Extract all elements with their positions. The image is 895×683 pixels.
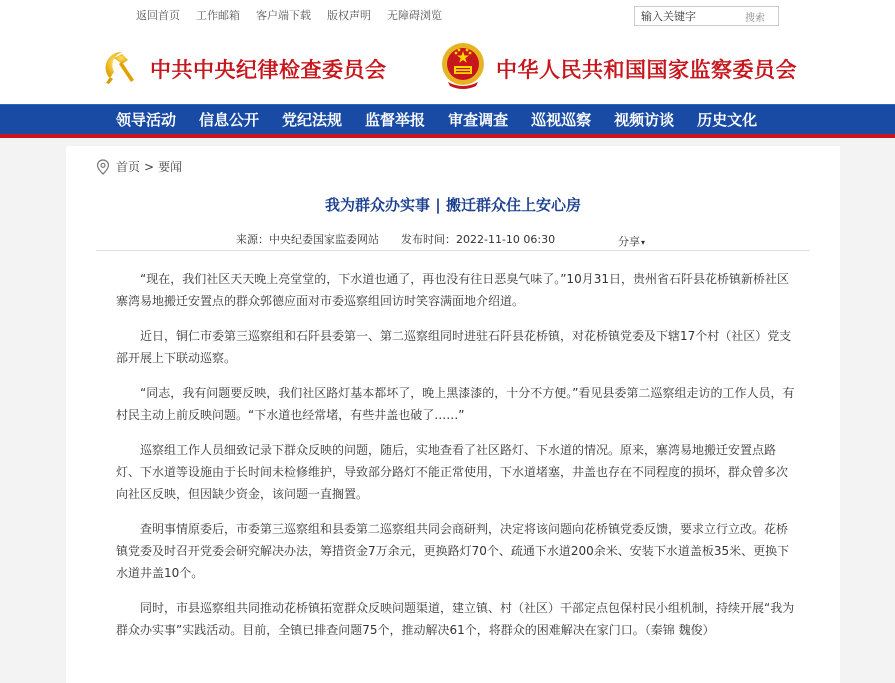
top-utility-bar <box>0 0 895 30</box>
search-box <box>634 6 779 26</box>
meta-divider <box>96 250 810 251</box>
cpc-ccdi-title: 中共中央纪律检查委员会 <box>150 57 387 82</box>
article-title: 我为群众办实事 | 搬迁群众住上安心房 <box>325 196 581 214</box>
nav-item-history[interactable]: 历史文化 <box>697 111 758 129</box>
caret-down-icon: ▾ <box>641 237 646 247</box>
article-paragraph: 近日，铜仁市委第三巡察组和石阡县委第一、第二巡察组同时进驻石阡县花桥镇，对花桥镇党委及下辖17个村（社区）党支部开展上下联动巡察。 <box>116 329 792 365</box>
link-client-download[interactable]: 客户端下载 <box>256 9 311 22</box>
share-label: 分享 <box>618 235 640 248</box>
link-copyright[interactable]: 版权声明 <box>327 9 371 22</box>
link-work-email[interactable]: 工作邮箱 <box>196 9 240 22</box>
article-time: 发布时间：2022-11-10 06:30 <box>401 233 556 246</box>
nsc-title: 中华人民共和国国家监察委员会 <box>496 57 797 82</box>
location-pin-icon <box>96 159 110 175</box>
breadcrumb-separator: > <box>144 159 155 174</box>
nav-item-inspection[interactable]: 巡视巡察 <box>531 111 592 129</box>
nav-item-video[interactable]: 视频访谈 <box>614 111 675 129</box>
party-emblem-icon[interactable] <box>100 46 140 86</box>
site-header <box>0 30 895 104</box>
article-paragraph: “同志，我有问题要反映，我们社区路灯基本都坏了，晚上黑漆漆的，十分不方便。”看见县委第二巡察组走访的工作人员，有村民主动上前反映问题。“下水道也经常堵，有些井盖也破了……” <box>116 386 795 422</box>
link-accessibility[interactable]: 无障碍浏览 <box>387 9 442 22</box>
article-source: 来源：中央纪委国家监委网站 <box>236 233 379 246</box>
top-links <box>136 7 442 23</box>
nav-item-leadership[interactable]: 领导活动 <box>116 111 177 129</box>
breadcrumb <box>96 158 182 175</box>
national-emblem-icon[interactable] <box>440 40 486 90</box>
nav-item-report[interactable]: 监督举报 <box>365 111 426 129</box>
nav-item-investigation[interactable]: 审查调查 <box>448 111 509 129</box>
breadcrumb-home[interactable]: 首页 <box>116 160 141 174</box>
article-meta <box>236 231 555 247</box>
search-button[interactable]: 搜索 <box>745 12 765 24</box>
nav-item-info[interactable]: 信息公开 <box>199 111 260 129</box>
breadcrumb-current[interactable]: 要闻 <box>158 160 183 174</box>
link-home[interactable]: 返回首页 <box>136 9 180 22</box>
main-nav <box>0 104 895 134</box>
share-button[interactable] <box>618 233 645 249</box>
search-input[interactable] <box>635 7 745 25</box>
article-paragraph: 同时，市县巡察组共同推动花桥镇拓宽群众反映问题渠道，建立镇、村（社区）干部定点包保村民小组机制，持续开展“我为群众办实事”实践活动。目前，全镇已排查问题75个，推动解决61个，将群众的困难解决在家门口。（秦锦 魏俊） <box>116 601 795 637</box>
article-paragraph: “现在，我们社区天天晚上亮堂堂的，下水道也通了，再也没有往日恶臭气味了。”10月31日，贵州省石阡县花桥镇新桥社区寨湾易地搬迁安置点的群众郭德应面对市委巡察组回访时笑容满面地介绍道。 <box>116 272 789 308</box>
nav-divider <box>0 134 895 138</box>
article-paragraph: 查明事情原委后，市委第三巡察组和县委第二巡察组共同会商研判，决定将该问题向花桥镇党委反馈，要求立行立改。花桥镇党委及时召开党委会研究解决办法，筹措资金7万余元，更换路灯70个、疏通下水道200余米、安装下水道盖板35米、更换下水道井盖10个。 <box>116 522 790 580</box>
article-card <box>66 146 840 683</box>
article-paragraph: 巡察组工作人员细致记录下群众反映的问题，随后，实地查看了社区路灯、下水道的情况。原来，寨湾易地搬迁安置点路灯、下水道等设施由于长时间未检修维护，导致部分路灯不能正常使用，下水道堵塞，井盖也存在不同程度的损坏，群众曾多次向社区反映，但因缺少资金，该问题一直搁置。 <box>116 443 789 501</box>
nav-item-regulations[interactable]: 党纪法规 <box>282 111 343 129</box>
article-body <box>116 268 796 654</box>
